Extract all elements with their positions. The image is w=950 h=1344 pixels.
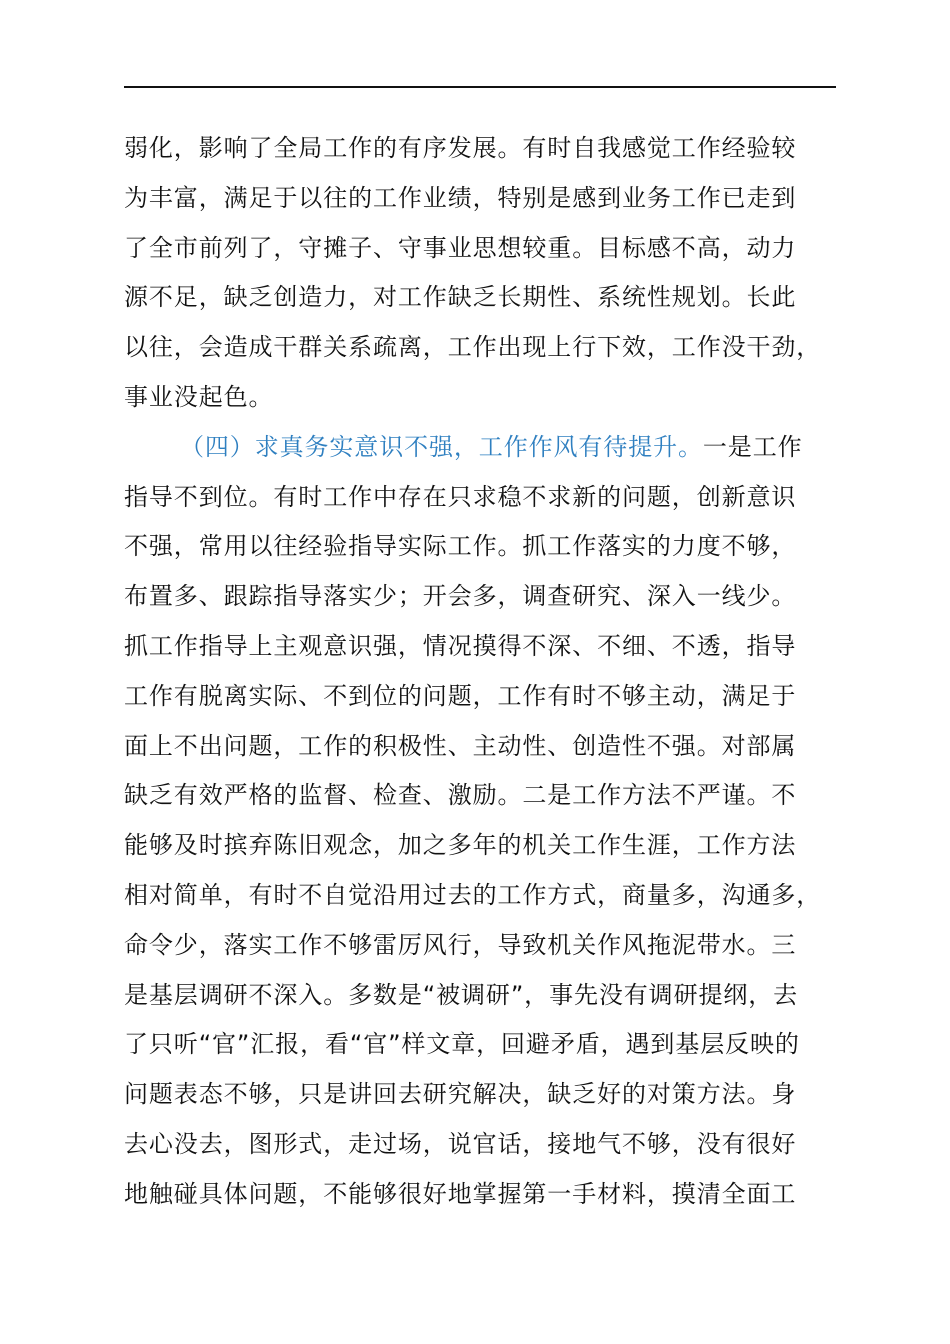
text-line: 命令少，落实工作不够雷厉风行，导致机关作风拖泥带水。三	[124, 930, 797, 959]
text-line: 是基层调研不深入。多数是“被调研”，事先没有调研提纲，去	[124, 980, 799, 1009]
text-line: 缺乏有效严格的监督、检查、激励。二是工作方法不严谨。不	[124, 781, 797, 810]
section-heading-line	[124, 423, 864, 473]
text-line: 工作有脱离实际、不到位的问题，工作有时不够主动，满足于	[124, 681, 797, 710]
text-line: 面上不出问题，工作的积极性、主动性、创造性不强。对部属	[124, 731, 797, 760]
header-rule	[124, 86, 836, 88]
text-line: 能够及时摈弃陈旧观念，加之多年的机关工作生涯，工作方法	[124, 831, 797, 860]
text-line: 地触碰具体问题，不能够很好地掌握第一手材料，摸清全面工	[124, 1179, 797, 1208]
text-line: 不强，常用以往经验指导实际工作。抓工作落实的力度不够，	[124, 532, 797, 561]
text-line: 了全市前列了，守摊子、守事业思想较重。目标感不高，动力	[124, 233, 797, 262]
text-line: 指导不到位。有时工作中存在只求稳不求新的问题，创新意识	[124, 482, 797, 511]
text-line: 相对简单，有时不自觉沿用过去的工作方式，商量多，沟通多，	[124, 880, 822, 909]
text-line: 布置多、跟踪指导落实少；开会多，调查研究、深入一线少。	[124, 582, 797, 611]
text-line: 以往，会造成干群关系疏离，工作出现上行下效，工作没干劲，	[124, 333, 822, 362]
text-line: 事业没起色。	[124, 382, 274, 411]
section-heading: （四）求真务实意识不强，工作作风有待提升。	[180, 432, 703, 461]
text-line: 弱化，影响了全局工作的有序发展。有时自我感觉工作经验较	[124, 134, 797, 162]
text-line: 源不足，缺乏创造力，对工作缺乏长期性、系统性规划。长此	[124, 283, 797, 312]
text-line: 问题表态不够，只是讲回去研究解决，缺乏好的对策方法。身	[124, 1080, 797, 1109]
body-text	[124, 124, 864, 1220]
text-line: 为丰富，满足于以往的工作业绩，特别是感到业务工作已走到	[124, 183, 797, 212]
text-line: 了只听“官”汇报，看“官”样文章，回避矛盾，遇到基层反映的	[124, 1030, 800, 1059]
text-line: 抓工作指导上主观意识强，情况摸得不深、不细、不透，指导	[124, 631, 797, 660]
heading-line-rest: 一是工作	[702, 432, 803, 461]
text-line: 去心没去，图形式，走过场，说官话，接地气不够，没有很好	[124, 1129, 797, 1158]
